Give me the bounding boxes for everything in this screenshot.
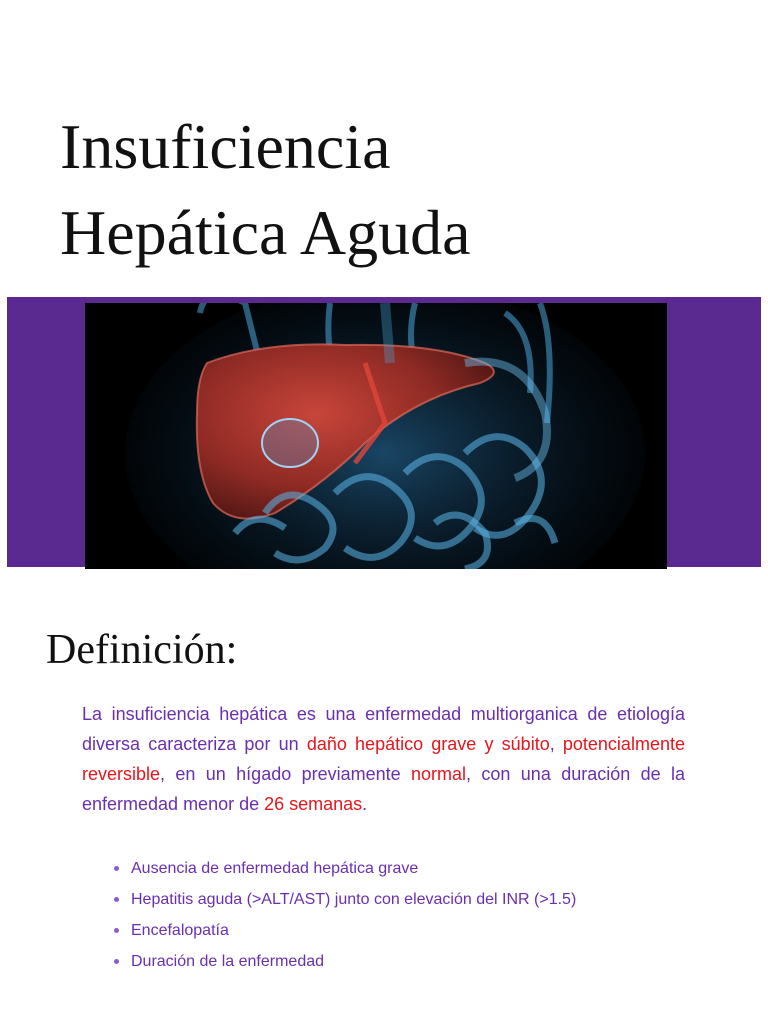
title-line-2: Hepática Aguda <box>60 197 471 268</box>
liver-xray-illustration <box>85 303 667 569</box>
list-item: Hepatitis aguda (>ALT/AST) junto con elevación del INR (>1.5) <box>110 884 710 915</box>
definition-paragraph <box>82 699 685 819</box>
criteria-list <box>110 853 710 977</box>
highlight-dano-hepatico: daño hepático grave y súbito <box>306 734 550 754</box>
title-line-1: Insuficiencia <box>60 111 391 182</box>
highlight-normal: normal <box>411 764 467 784</box>
document-title <box>60 104 740 276</box>
definition-text-4: , con una duración de la enfermedad menor de <box>82 764 686 814</box>
definition-text-2: , <box>549 734 563 754</box>
highlight-reversible: potencialmente reversible <box>82 734 685 784</box>
definition-text-5: . <box>362 794 368 814</box>
definition-text-1: La insuficiencia hepática es una enfermedad multiorganica de etiología diversa caracteriza por un <box>82 704 685 754</box>
list-item: Ausencia de enfermedad hepática grave <box>110 853 710 884</box>
highlight-26-semanas: 26 semanas <box>264 794 363 814</box>
list-item: Encefalopatía <box>110 915 710 946</box>
definition-text-3: , en un hígado previamente <box>160 764 412 784</box>
list-item: Duración de la enfermedad <box>110 946 710 977</box>
section-heading-definicion: Definición: <box>46 627 238 673</box>
